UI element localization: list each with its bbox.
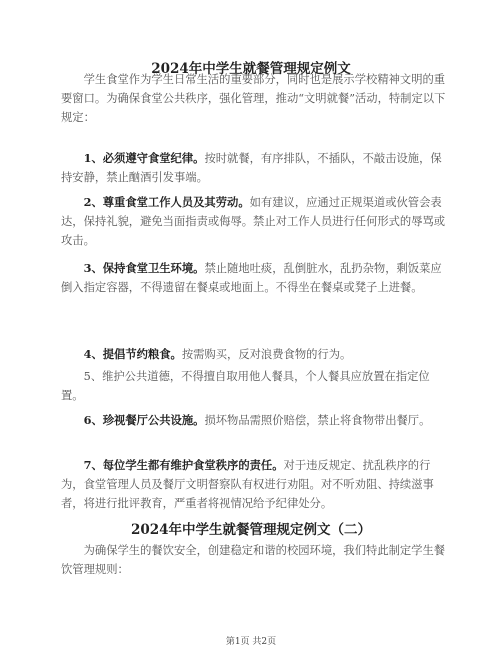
rule-3 xyxy=(61,259,446,297)
rule-4-text: 按需购买，反对浪费食物的行为。 xyxy=(181,348,352,361)
rule-1 xyxy=(61,149,446,187)
rule-6-lead: 6、珍视餐厅公共设施。 xyxy=(83,413,205,427)
rule-4 xyxy=(61,345,446,364)
rule-7 xyxy=(61,456,446,514)
rule-5 xyxy=(61,367,446,405)
second-document-title: 2024年中学生就餐管理规定例文（二） xyxy=(130,522,372,538)
document-title: 2024年中学生就餐管理规定例文 xyxy=(151,61,351,77)
rule-3-text: 禁止随地吐痰，乱倒脏水，乱扔杂物，剩饭菜应倒入指定容器，不得遗留在餐桌或地面上。不得坐在餐桌或凳子上进餐。 xyxy=(61,262,442,295)
rule-2 xyxy=(61,193,446,251)
rule-7-text: 对于违反规定、扰乱秩序的行为，食堂管理人员及餐厅文明督察队有权进行劝阻。对不听劝阻、持续滋事者，将进行批评教育，严重者将视情况给予纪律处分。 xyxy=(61,459,434,511)
rule-6 xyxy=(61,411,446,430)
rule-4-lead: 4、提倡节约粮食。 xyxy=(83,347,182,361)
rule-2-text: 如有建议，应通过正规渠道或伙管会表达，保持礼貌，避免当面指责或侮辱。禁止对工作人员进行任何形式的辱骂或攻击。 xyxy=(61,196,446,248)
rule-1-lead: 1、必须遵守食堂纪律。 xyxy=(83,151,205,165)
rule-2-lead: 2、尊重食堂工作人员及其劳动。 xyxy=(83,195,250,209)
rule-1-text: 按时就餐，有序排队，不插队，不敲击设施，保持安静，禁止酗酒引发事端。 xyxy=(61,152,442,185)
rule-5-text: 5、维护公共道德，不得擅自取用他人餐具，个人餐具应放置在指定位置。 xyxy=(61,370,430,403)
page-number: 第1页 共2页 xyxy=(225,637,277,647)
second-intro-paragraph: 为确保学生的餐饮安全，创建稳定和谐的校园环境，我们特此制定学生餐饮管理规则： xyxy=(61,544,446,577)
rule-7-lead: 7、每位学生都有维护食堂秩序的责任。 xyxy=(83,458,284,472)
rule-6-text: 损坏物品需照价赔偿，禁止将食物带出餐厅。 xyxy=(204,414,431,427)
intro-paragraph: 学生食堂作为学生日常生活的重要部分，同时也是展示学校精神文明的重要窗口。为确保食堂公共秩序，强化管理，推动“文明就餐”活动，特制定以下规定： xyxy=(61,73,446,125)
rule-3-lead: 3、保持食堂卫生环境。 xyxy=(83,261,205,275)
